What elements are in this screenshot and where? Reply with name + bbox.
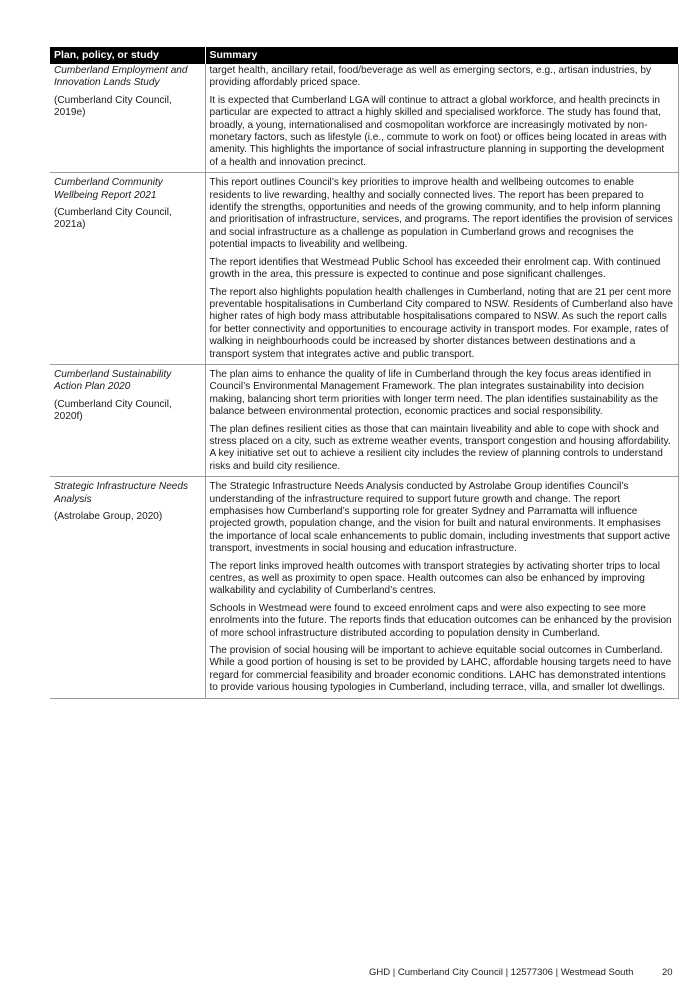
summary-paragraph: The report links improved health outcomes with transport strategies by activating shorter trips to local centres, as well as proximity to open space. Health outcomes can also be enhanced by improving walkability and cyclability of Cumberland’s centres. [209, 560, 660, 597]
plan-cell [50, 477, 205, 699]
summary-paragraph: This report outlines Council’s key priorities to improve health and wellbeing outcomes to enable residents to live rewarding, healthy and socially connected lives. The report has been prepared to identify the strengths, opportunities and needs of the growing community, and to help inform planning and prioritisation of infrastructure, services, and programs. The report identifies the provision of services and social infrastructure as a challenge as population in Cumberland grows and recognises the potential impacts to liveability and wellbeing. [209, 177, 673, 251]
header-summary: Summary [205, 47, 678, 64]
plan-source: (Cumberland City Council, 2020f) [54, 398, 172, 423]
summary-paragraph: target health, ancillary retail, food/beverage as well as emerging sectors, e.g., artisan industries, by providing affordably priced space. [209, 65, 652, 89]
summary-paragraph: The Strategic Infrastructure Needs Analysis conducted by Astrolabe Group identifies Council’s understanding of the infrastructure required to support future growth and change. The report emphasises how Cumberland’s supporting role for greater Sydney and Parramatta will influence projected growth, population change, and the vision for built and natural environments. It emphasises the importance of local scale enhancements to public domain, including investments that support active transport, investments in social housing and education infrastructure. [209, 481, 671, 555]
plan-title: Cumberland Employment and Innovation Lands Study [54, 65, 188, 89]
plan-title: Strategic Infrastructure Needs Analysis [54, 481, 189, 505]
summary-cell [205, 364, 678, 476]
summary-paragraph: Schools in Westmead were found to exceed enrolment caps and were also expecting to see more enrolments into the future. The reports finds that education outcomes can be enhanced by the provision of more school infrastructure distributed according to population density in Cumberland. [209, 602, 672, 639]
plan-title: Cumberland Sustainability Action Plan 2020 [54, 368, 172, 393]
footer-reference: GHD | Cumberland City Council | 12577306 | Westmead South [369, 967, 634, 978]
summary-cell [205, 64, 678, 173]
summary-paragraph: The plan defines resilient cities as those that can maintain liveability and able to cope with shock and stress placed on a city, such as extreme weather events, transport congestion and housing affordability. A key initiative set out to achieve a resilient city includes the review of planning controls to understand risks and build city resilience. [209, 423, 671, 472]
plan-cell [50, 173, 205, 365]
summary-paragraph: It is expected that Cumberland LGA will continue to attract a global workforce, and health precincts in particular are expected to attract a highly skilled and specialised workforce. The study has found that, broadly, a young, internationalised and cosmopolitan workforce are increasingly motivated by non-monetary factors, such as lifestyle (i.e., commute to work on foot) or offices being located in areas with amenity. This highlights the importance of social infrastructure planning in supporting the development of a health and innovation precinct. [209, 94, 667, 168]
plan-source: (Cumberland City Council, 2019e) [54, 94, 172, 119]
header-plan: Plan, policy, or study [50, 47, 205, 64]
plan-cell [50, 364, 205, 476]
page-number: 20 [662, 967, 673, 978]
summary-paragraph: The plan aims to enhance the quality of life in Cumberland through the key focus areas identified in Council’s Environmental Management Framework. The plan integrates sustainability into decision making, balancing short term priorities with longer term need. The plan identifies sustainability as the balance between environmental protection, economic practices and social responsibility. [209, 368, 659, 418]
plan-summary-table [50, 47, 679, 699]
plan-title: Cumberland Community Wellbeing Report 2021 [54, 177, 163, 201]
table-row [50, 364, 678, 476]
table-row [50, 477, 678, 699]
summary-paragraph: The provision of social housing will be important to achieve equitable social outcomes in Cumberland. While a good portion of housing is set to be provided by LAHC, affordable housing targets need to have regard for commercial feasibility and broader economic conditions. LAHC has demonstrated intentions to provide various housing typologies in Cumberland, including terrace, villa, and smaller lot dwellings. [209, 645, 672, 694]
table-row [50, 173, 678, 365]
summary-paragraph: The report identifies that Westmead Public School has exceeded their enrolment cap. With continued growth in the area, this pressure is expected to continue and pose significant challenges. [209, 256, 661, 281]
plan-cell [50, 64, 205, 173]
summary-paragraph: The report also highlights population health challenges in Cumberland, noting that are 21 per cent more preventable hospitalisations in Cumberland City compared to NSW. Residents of Cumberland also have higher rates of high body mass attributable hospitalisations compared to NSW. As such the report calls for better connectivity and opportunities to encourage activity in transport modes. For example, rates of walking in neighbourhoods could be increased by shorter distances between destinations and a transport system that integrates active and public transport. [209, 286, 673, 360]
table-row [50, 64, 678, 173]
plan-source: (Astrolabe Group, 2020) [54, 511, 163, 522]
summary-cell [205, 477, 678, 699]
table-header-row [50, 47, 678, 64]
plan-source: (Cumberland City Council, 2021a) [54, 207, 172, 231]
summary-cell [205, 173, 678, 365]
